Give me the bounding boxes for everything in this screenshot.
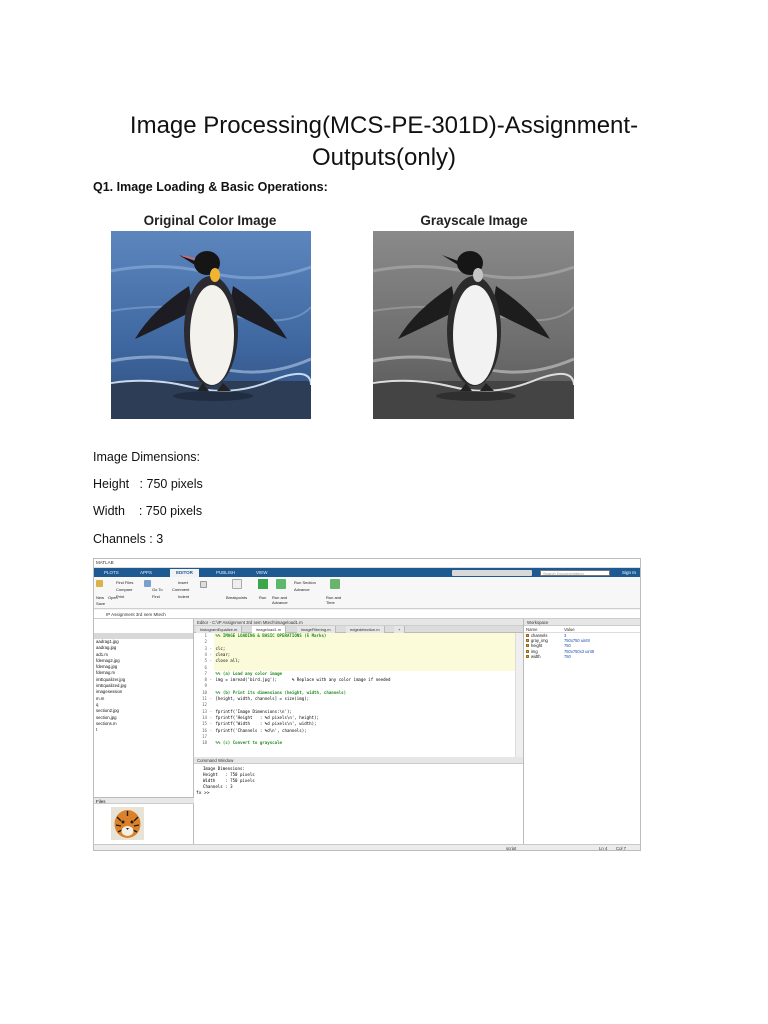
- run-and-advance-button[interactable]: Run and Advance: [272, 595, 288, 605]
- address-bar[interactable]: [94, 610, 640, 619]
- breakpoint-marker[interactable]: -: [209, 721, 212, 727]
- original-color-image: [111, 231, 311, 419]
- file-item[interactable]: imEqualized.jpg: [96, 683, 127, 689]
- print-button[interactable]: Print: [116, 594, 125, 599]
- insert-button[interactable]: Insert: [178, 580, 189, 585]
- matlab-toolstrip-tabs: [94, 568, 640, 577]
- code-line[interactable]: [194, 740, 516, 746]
- variable-value: 750: [564, 653, 571, 659]
- code-area[interactable]: [194, 633, 516, 757]
- command-window[interactable]: [194, 757, 524, 844]
- workspace-col-name[interactable]: Name: [526, 627, 538, 632]
- editor-tab-imageload1[interactable]: imageload1.m: [252, 626, 286, 633]
- editor-scrollbar[interactable]: [515, 633, 523, 757]
- compare-button[interactable]: Compare: [116, 587, 133, 592]
- editor-tab-histogram[interactable]: histogramEqualize.m: [196, 626, 242, 633]
- workspace-row[interactable]: [524, 654, 641, 659]
- dimension-channels: Channels : 3: [93, 532, 164, 546]
- line-number: 14: [202, 714, 207, 720]
- navigate-icon[interactable]: [144, 580, 151, 587]
- code-text: fprintf('Height : %d pixels\n', height);: [215, 714, 319, 720]
- editor-tabs: [194, 626, 523, 633]
- variable-name: gray_img: [531, 638, 548, 644]
- command-output-line: Height : 750 pixels: [203, 772, 255, 777]
- command-output-line: Image Dimensions:: [203, 766, 245, 771]
- editor-tab-imagefiltering[interactable]: imageFiltering.m: [297, 626, 336, 633]
- line-number: 11: [202, 696, 207, 701]
- line-number: 1: [204, 633, 207, 638]
- breakpoint-marker[interactable]: -: [209, 714, 212, 720]
- variable-icon: [526, 650, 529, 653]
- breakpoints-icon[interactable]: [232, 579, 242, 589]
- breakpoint-marker[interactable]: -: [209, 645, 212, 651]
- command-output-line: Channels : 3: [203, 784, 233, 789]
- workspace-col-value[interactable]: Value: [564, 627, 575, 632]
- breakpoint-marker[interactable]: -: [209, 696, 212, 701]
- editor-header: Editor - C:\IP Assignment 3rd sem Mtech\imageload1.m: [194, 619, 523, 626]
- variable-icon: [526, 644, 529, 647]
- editor-ribbon: [94, 577, 640, 609]
- line-number: 16: [202, 727, 207, 733]
- code-text: %% IMAGE LOADING & BASIC OPERATIONS (5 Marks): [215, 633, 327, 638]
- tab-apps[interactable]: APPS: [140, 570, 153, 575]
- line-number: 10: [202, 689, 207, 695]
- breakpoint-marker[interactable]: -: [209, 658, 212, 664]
- line-number: 7: [204, 670, 207, 676]
- code-text: %% (b) Print its dimensions (height, width, channels): [215, 689, 347, 695]
- file-item[interactable]: fdemag.m: [96, 670, 116, 676]
- variable-icon: [526, 639, 529, 642]
- command-output-line: Width : 750 pixels: [203, 778, 255, 783]
- variable-name: width: [531, 653, 541, 659]
- quick-access-toolbar[interactable]: [452, 570, 532, 576]
- advance-button[interactable]: Advance: [294, 587, 310, 592]
- new-button[interactable]: New: [96, 595, 105, 600]
- workspace-header: Workspace: [524, 619, 641, 626]
- file-list: [94, 639, 193, 733]
- line-number: 15: [202, 721, 207, 727]
- workspace-variables: [524, 633, 641, 659]
- file-item[interactable]: ad1.m: [96, 651, 108, 657]
- find-files-button[interactable]: Find Files: [116, 580, 134, 585]
- question-heading: Q1. Image Loading & Basic Operations:: [93, 180, 328, 194]
- status-line: Ln 4: [599, 846, 608, 851]
- line-number: 4: [204, 651, 207, 657]
- breakpoint-marker[interactable]: -: [209, 708, 212, 714]
- go-to-button[interactable]: Go To: [152, 587, 163, 592]
- tab-view[interactable]: VIEW: [256, 570, 268, 575]
- line-number: 18: [202, 740, 207, 746]
- line-number: 8: [204, 677, 207, 683]
- matlab-titlebar: [94, 559, 640, 568]
- comment-button[interactable]: Comment: [172, 587, 190, 592]
- variable-name: channels: [531, 633, 548, 638]
- open-button[interactable]: Open: [108, 595, 118, 600]
- dimension-width: Width : 750 pixels: [93, 504, 203, 518]
- file-item[interactable]: section.jpg: [96, 714, 117, 720]
- variable-value: 750: [564, 643, 571, 649]
- grayscale-image: [373, 231, 574, 419]
- search-documentation-input[interactable]: Search Documentation: [540, 570, 610, 576]
- new-icon[interactable]: [96, 580, 103, 587]
- run-advance-icon[interactable]: [276, 579, 286, 589]
- code-text: fprintf('Image Dimensions:\n');: [215, 708, 292, 714]
- status-bar: [94, 844, 640, 851]
- command-window-header: Command Window: [194, 757, 523, 764]
- file-item[interactable]: fdemag.jpg: [96, 664, 118, 670]
- run-button[interactable]: Run: [259, 595, 267, 600]
- save-button[interactable]: Save: [96, 601, 106, 606]
- line-number: 12: [202, 702, 207, 708]
- dimension-height: Height : 750 pixels: [93, 477, 203, 491]
- code-text: %% (a) Load any color image: [215, 670, 283, 676]
- code-text: fprintf('Channels : %d\n', channels);: [215, 727, 307, 733]
- breakpoint-marker[interactable]: -: [209, 651, 212, 657]
- dimensions-heading: Image Dimensions:: [93, 450, 200, 464]
- command-output: [194, 766, 523, 790]
- run-section-button[interactable]: Run Section: [294, 580, 316, 585]
- variable-name: height: [531, 643, 543, 649]
- status-script: script: [506, 846, 517, 851]
- tab-editor[interactable]: EDITOR: [170, 569, 199, 577]
- sign-in-link[interactable]: Sign In: [621, 570, 636, 575]
- current-folder-panel: [94, 619, 194, 844]
- tab-plots[interactable]: PLOTS: [104, 570, 119, 575]
- file-item[interactable]: imagesession: [96, 689, 123, 695]
- variable-value: 3: [564, 633, 567, 638]
- code-text: fprintf('Width : %d pixels\n', width);: [215, 721, 317, 727]
- document-title-line1: Image Processing(MCS-PE-301D)-Assignment-: [129, 112, 639, 139]
- document-title: [0, 110, 768, 174]
- variable-icon: [526, 655, 529, 658]
- workspace-panel: [524, 619, 641, 844]
- file-item[interactable]: imEqualizer.jpg: [96, 676, 126, 682]
- line-number: 3: [204, 645, 207, 651]
- variable-value: 750x750 uint8: [564, 638, 590, 644]
- line-number: 6: [204, 664, 207, 670]
- file-item[interactable]: section2.jpg: [96, 708, 119, 714]
- breakpoint-marker[interactable]: -: [209, 677, 212, 683]
- tiger-thumbnail: [111, 807, 144, 840]
- line-number: 13: [202, 708, 207, 714]
- code-text: img = imread('bird.jpg'); % Replace with any color image if needed: [215, 677, 391, 683]
- run-time-icon[interactable]: [330, 579, 340, 589]
- editor-panel: [194, 619, 524, 757]
- original-image-title: Original Color Image: [143, 213, 277, 228]
- line-number: 2: [204, 639, 207, 645]
- details-label: Files: [96, 799, 106, 804]
- line-number: 5: [204, 658, 207, 664]
- line-number: 17: [202, 733, 207, 739]
- matlab-screenshot: [93, 558, 641, 851]
- breakpoint-marker[interactable]: -: [209, 727, 212, 733]
- run-icon[interactable]: [258, 579, 268, 589]
- tab-publish[interactable]: PUBLISH: [216, 570, 236, 575]
- file-item[interactable]: sections.m: [96, 720, 117, 726]
- line-number: 9: [204, 683, 207, 689]
- matlab-app-title: MATLAB: [96, 560, 114, 565]
- indent-button[interactable]: Indent: [178, 594, 190, 599]
- code-text: clc;: [215, 645, 226, 651]
- editor-tab-add[interactable]: +: [394, 626, 405, 633]
- file-item[interactable]: aadrag1.jpg: [96, 639, 119, 644]
- breakpoints-button[interactable]: Breakpoints: [226, 595, 248, 600]
- variable-name: img: [531, 648, 538, 654]
- find-button[interactable]: Find: [152, 594, 160, 599]
- fx-icon[interactable]: [200, 581, 207, 588]
- grayscale-image-title: Grayscale Image: [420, 213, 528, 228]
- code-text: [height, width, channels] = size(img);: [215, 696, 310, 701]
- variable-value: 750x750x3 uint8: [564, 648, 595, 654]
- file-item[interactable]: t: [96, 727, 98, 733]
- run-and-time-button[interactable]: Run and Time: [326, 595, 342, 605]
- code-text: clear;: [215, 651, 231, 657]
- file-item[interactable]: aadrag.jpg: [96, 645, 117, 651]
- status-column: Col 7: [616, 846, 627, 851]
- command-prompt[interactable]: fx >>: [196, 791, 210, 796]
- details-panel-header: [94, 797, 194, 804]
- code-text: %% (c) Convert to grayscale: [215, 740, 283, 746]
- code-text: close all;: [215, 658, 241, 664]
- current-folder-path: IP Assignment 3rd sem Mtech: [106, 612, 166, 617]
- variable-icon: [526, 634, 529, 637]
- file-item[interactable]: m.m: [96, 695, 105, 701]
- document-title-line2: Outputs(only): [311, 144, 457, 171]
- editor-tab-edgedetection[interactable]: edgedetection.m: [346, 626, 385, 633]
- workspace-columns: [524, 626, 641, 633]
- file-item[interactable]: q: [96, 701, 99, 707]
- file-item[interactable]: fdemag2.jpg: [96, 657, 120, 663]
